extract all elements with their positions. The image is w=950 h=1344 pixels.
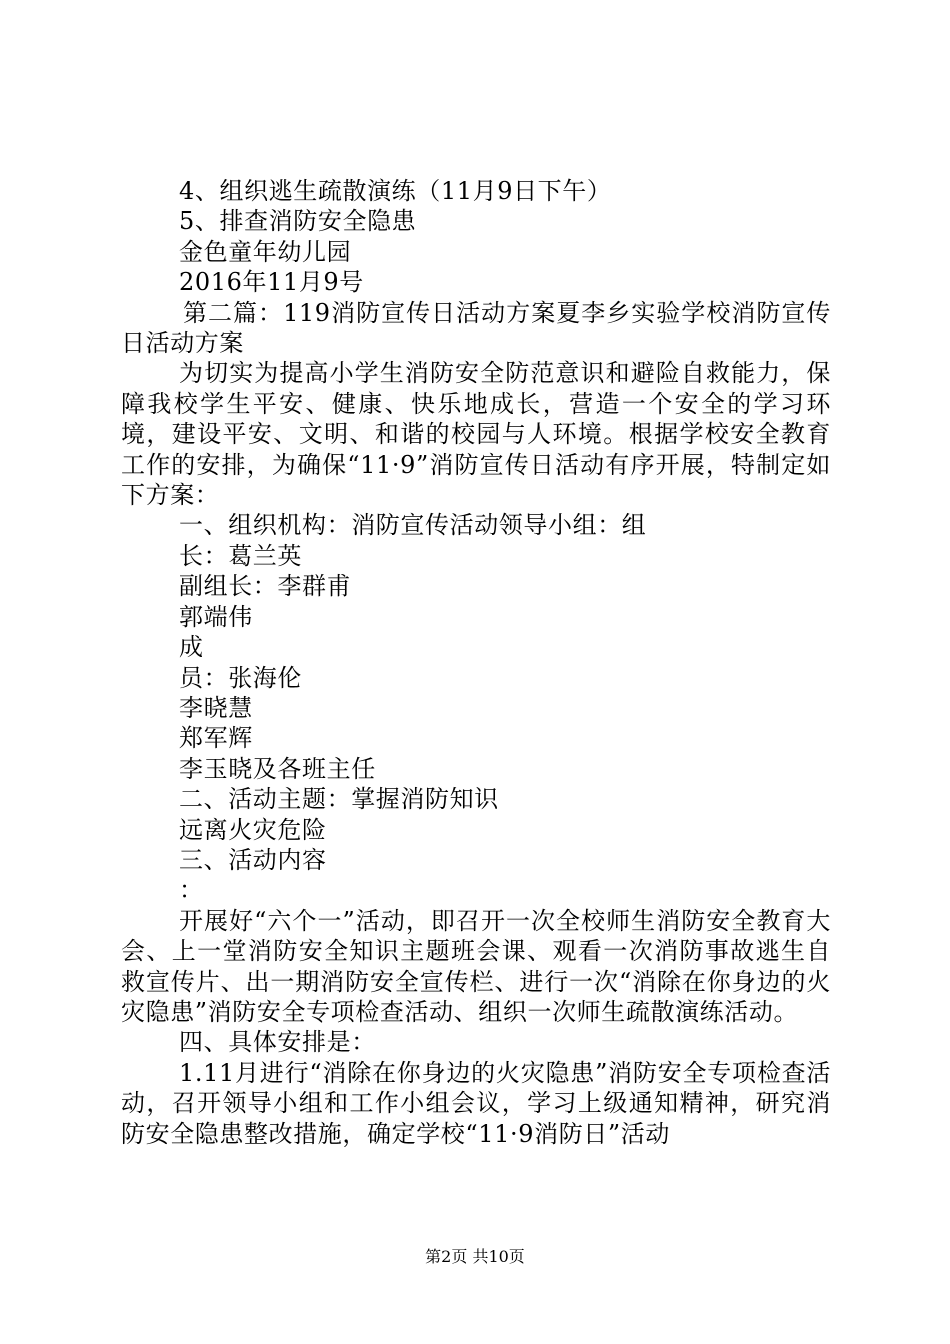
text-line: 郭端伟 xyxy=(179,602,253,631)
signature-date: 2016年11月9号 xyxy=(179,268,364,297)
paragraph: 1.11月进行“消除在你身边的火灾隐患”消防安全专项检查活动，召开领导小组和工作小组会议，学习上级通知精神，研究消防安全隐患整改措施，确定学校“11·9消防日”活动 xyxy=(121,1058,831,1148)
text-line: 李晓慧 xyxy=(179,693,253,722)
page-footer: 第2页 共10页 xyxy=(425,1247,525,1266)
list-item: 5、排查消防安全隐患 xyxy=(179,207,417,236)
document-body xyxy=(121,176,831,1149)
section-heading: 四、具体安排是： xyxy=(179,1028,376,1057)
text-line: ： xyxy=(179,876,204,905)
signature-org: 金色童年幼儿园 xyxy=(179,237,352,266)
section-title: 第二篇：119消防宣传日活动方案夏李乡实验学校消防宣传日活动方案 xyxy=(121,298,831,358)
text-line: 员：张海伦 xyxy=(179,663,302,692)
paragraph: 为切实为提高小学生消防安全防范意识和避险自救能力，保障我校学生平安、健康、快乐地成长，营造一个安全的学习环境，建设平安、文明、和谐的校园与人环境。根据学校安全教育工作的安排，为确保“11·9”消防宣传日活动有序开展，特制定如下方案： xyxy=(121,359,831,510)
list-item: 4、组织逃生疏散演练（11月9日下午） xyxy=(179,177,612,205)
text-line: 成 xyxy=(179,633,204,662)
text-line: 远离火灾危险 xyxy=(179,815,327,844)
section-heading: 三、活动内容 xyxy=(179,845,327,874)
section-heading: 一、组织机构：消防宣传活动领导小组：组 xyxy=(179,511,647,540)
text-line: 副组长：李群甫 xyxy=(179,572,352,601)
text-line: 长：葛兰英 xyxy=(179,541,302,570)
text-line: 郑军辉 xyxy=(179,724,253,753)
paragraph: 开展好“六个一”活动，即召开一次全校师生消防安全教育大会、上一堂消防安全知识主题班会课、观看一次消防事故逃生自救宣传片、出一期消防安全宣传栏、进行一次“消除在你身边的火灾隐患”消防安全专项检查活动、组织一次师生疏散演练活动。 xyxy=(121,906,831,1026)
text-line: 李玉晓及各班主任 xyxy=(179,754,376,783)
section-heading: 二、活动主题：掌握消防知识 xyxy=(179,785,499,814)
